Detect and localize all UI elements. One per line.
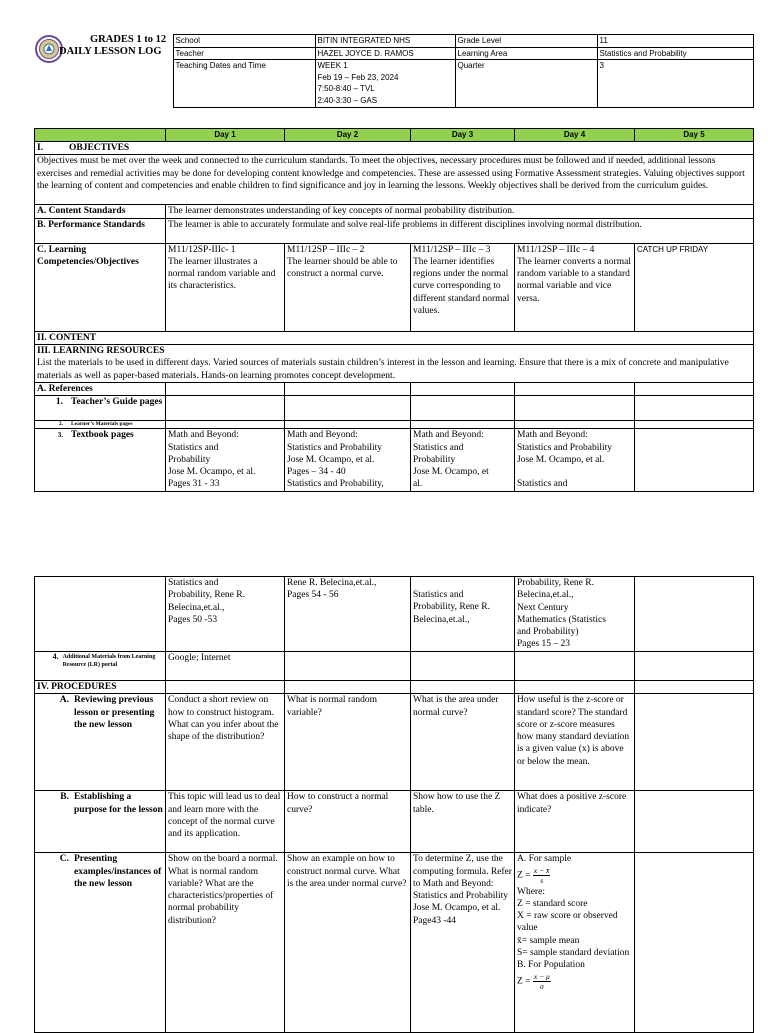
definition-line: x̄= sample mean xyxy=(517,935,580,946)
empty-cell xyxy=(635,681,754,694)
textbook-line: Probability, Rene R. xyxy=(517,578,594,588)
textbook-day5 xyxy=(635,429,754,491)
competency-text: The learner should be able to construct a normal curve. xyxy=(287,256,398,280)
sample-heading: A. For sample xyxy=(517,854,572,865)
presenting-day2: Show an example on how to construct normal curve. What is the area under normal curve? xyxy=(285,853,411,1033)
textbook-line: Probability xyxy=(168,454,211,465)
a-num: A. xyxy=(59,695,69,706)
learners-materials-label xyxy=(35,421,166,429)
empty-cell xyxy=(166,421,285,429)
z-sample-formula xyxy=(517,866,632,886)
empty-cell xyxy=(411,652,515,681)
resources-text: List the materials to be used in different days. Varied sources of materials sustain children’s interest in the lesson and learning. Ensure that there is a mix of concrete and manipulative materials as well as paper-based materials. Hands-on learning promotes concept development. xyxy=(35,357,754,382)
definition-line: S= sample standard deviation xyxy=(517,948,630,959)
dates-label: Teaching Dates and Time xyxy=(173,60,315,108)
textbook-line: Statistics and Probability xyxy=(287,442,382,453)
add-text: Additional Materials from Learning Resource (LR) portal xyxy=(62,654,156,668)
competency-code: M11/12SP – IIIc – 2 xyxy=(287,244,365,255)
days-header-row xyxy=(35,129,754,142)
textbook-line: Mathematics (Statistics xyxy=(517,614,606,625)
z-pop-denominator: σ xyxy=(540,981,544,991)
grade-value: 11 xyxy=(597,35,753,48)
textbook-line: Math and Beyond: xyxy=(413,430,484,441)
presenting-day4 xyxy=(515,853,635,1033)
purpose-label xyxy=(35,791,166,853)
competency-text: The learner identifies regions under the normal curve corresponding to different standard normal values. xyxy=(413,256,510,317)
b-text: Establishing a purpose for the lesson xyxy=(74,792,163,815)
lesson-table-page2 xyxy=(34,576,754,1033)
day-header: Day 4 xyxy=(515,129,635,142)
textbook-line: Statistics and xyxy=(168,442,219,453)
objectives-heading xyxy=(35,142,754,155)
where-label: Where: xyxy=(517,886,545,897)
definition-line: Z = standard score xyxy=(517,898,588,909)
competency-day2 xyxy=(285,243,411,331)
textbook-line: Statistics and xyxy=(517,479,568,490)
purpose-day2: How to construct a normal curve? xyxy=(285,791,411,853)
objectives-heading-text: OBJECTIVES xyxy=(69,143,130,153)
textbook-line: Statistics and xyxy=(413,590,464,600)
empty-cell xyxy=(635,577,754,652)
textbook-line: al. xyxy=(413,479,423,490)
empty-cell xyxy=(411,382,515,395)
day-header: Day 1 xyxy=(166,129,285,142)
empty-cell xyxy=(515,681,635,694)
textbook-line: Probability, Rene R. xyxy=(413,602,490,613)
reviewing-label xyxy=(35,694,166,791)
textbook-day2 xyxy=(285,429,411,491)
title-line2: DAILY LESSON LOG xyxy=(59,45,162,57)
z-sample-denominator: s xyxy=(540,875,544,885)
school-value: BITIN INTEGRATED NHS xyxy=(315,35,455,48)
textbook-line: Pages 54 - 56 xyxy=(287,590,339,601)
textbook-day1 xyxy=(166,429,285,491)
competency-text: The learner illustrates a normal random variable and its characteristics. xyxy=(168,256,276,292)
area-value: Statistics and Probability xyxy=(597,47,753,60)
z-pop-numerator: x − μ xyxy=(533,971,550,981)
empty-cell xyxy=(285,382,411,395)
references-label: A. References xyxy=(35,382,166,395)
z-sample-fraction xyxy=(533,866,550,885)
presenting-day3: To determine Z, use the computing formula. Refer to Math and Beyond: Statistics and Probability Jose M. Ocampo, et al. Page43 -44 xyxy=(411,853,515,1033)
z-lhs: Z = xyxy=(517,976,531,987)
z-lhs: Z = xyxy=(517,870,531,881)
procedures-heading: IV. PROCEDURES xyxy=(35,681,166,694)
textbook-day4 xyxy=(515,429,635,491)
quarter-label: Quarter xyxy=(455,60,597,108)
competency-day3 xyxy=(411,243,515,331)
population-heading: B. For Population xyxy=(517,960,585,971)
school-label: School xyxy=(173,35,315,48)
textbook-line: Probability xyxy=(413,454,456,465)
empty-cell xyxy=(635,396,754,421)
empty-cell xyxy=(166,396,285,421)
textbook-line: Statistics and xyxy=(168,578,219,588)
performance-standards-label: B. Performance Standards xyxy=(35,218,166,243)
empty-cell xyxy=(515,396,635,421)
b-num: B. xyxy=(60,792,69,803)
textbook-line: and Probability) xyxy=(517,627,579,638)
textbook-pages-label xyxy=(35,429,166,491)
textbook-line: Next Century xyxy=(517,602,569,613)
textbook-line: Belecina,et.al., xyxy=(413,614,470,625)
textbook-line: Jose M. Ocampo, et al. xyxy=(517,454,605,465)
reviewing-day2: What is normal random variable? xyxy=(285,694,411,791)
tg-num: 1. xyxy=(55,397,63,408)
competencies-label: C. Learning Competencies/Objectives xyxy=(35,243,166,331)
additional-materials-label xyxy=(35,652,166,681)
textbook-cont-day1 xyxy=(166,577,285,652)
days-header-blank xyxy=(35,129,166,142)
textbook-line: Jose M. Ocampo, et al. xyxy=(287,454,375,465)
purpose-day3: Show how to use the Z table. xyxy=(411,791,515,853)
resources-heading: III. LEARNING RESOURCES xyxy=(35,344,754,357)
textbook-line: Math and Beyond: xyxy=(168,430,239,441)
dates-line: 2:40-3:30 – GAS xyxy=(317,95,378,105)
lesson-table-page1 xyxy=(34,128,754,492)
definition-line: X = raw score or observed value xyxy=(517,911,618,934)
textbook-cont-day4 xyxy=(515,577,635,652)
empty-cell xyxy=(635,421,754,429)
teacher-value: HAZEL JOYCE D. RAMOS xyxy=(315,47,455,60)
textbook-line xyxy=(413,577,512,589)
textbook-cont-day2 xyxy=(285,577,411,652)
a-text: Reviewing previous lesson or presenting the new lesson xyxy=(74,695,155,730)
textbook-cont-day3 xyxy=(411,577,515,652)
tb-text: Textbook pages xyxy=(71,430,134,441)
textbook-line: Jose M. Ocampo, et al. xyxy=(168,467,256,478)
day-header: Day 5 xyxy=(635,129,754,142)
textbook-day3 xyxy=(411,429,515,491)
empty-cell xyxy=(515,421,635,429)
z-pop-fraction xyxy=(533,972,551,991)
textbook-line: Pages – 34 - 40 xyxy=(287,467,346,478)
textbook-line xyxy=(517,466,632,478)
presenting-day1: Show on the board a normal. What is normal random variable? What are the characteristics/properties of normal probability distribution? xyxy=(166,853,285,1033)
area-label: Learning Area xyxy=(455,47,597,60)
competency-day5: CATCH UP FRIDAY xyxy=(635,243,754,331)
tb-num: 3. xyxy=(57,431,63,440)
empty-cell xyxy=(635,382,754,395)
textbook-line: Rene R. Belecina,et.al., xyxy=(287,578,377,588)
textbook-line: Pages 50 -53 xyxy=(168,614,218,625)
textbook-line: Belecina,et.al., xyxy=(517,590,574,601)
empty-cell xyxy=(635,694,754,791)
empty-cell xyxy=(635,652,754,681)
header-title-cell xyxy=(34,35,173,108)
competency-text: The learner converts a normal random variable to a standard normal variable and vice versa. xyxy=(517,256,631,304)
lm-num: 2. xyxy=(58,421,63,428)
dates-line: Feb 19 – Feb 23, 2024 xyxy=(317,72,399,82)
purpose-day1: This topic will lead us to deal and learn more with the concept of the normal curve and its application. xyxy=(166,791,285,853)
reviewing-day1: Conduct a short review on how to construct histogram. What can you infer about the shape of the distribution? xyxy=(166,694,285,791)
empty-cell xyxy=(411,421,515,429)
additional-day1: Google; Internet xyxy=(166,652,285,681)
textbook-line: Math and Beyond: xyxy=(517,430,588,441)
content-heading: II. CONTENT xyxy=(35,331,754,344)
c-text: Presenting examples/instances of the new lesson xyxy=(74,854,162,889)
competency-code: M11/12SP – IIIc – 4 xyxy=(517,244,595,255)
textbook-line: Belecina,et.al., xyxy=(168,602,225,613)
competency-day1 xyxy=(166,243,285,331)
title-line1: GRADES 1 to 12 xyxy=(90,34,167,45)
empty-cell xyxy=(285,652,411,681)
textbook-line: Statistics and Probability xyxy=(517,442,612,453)
reviewing-day4: How useful is the z-score or standard score? The standard score or z-score measures how many standard deviation is a given value (x) is above or below the mean. xyxy=(515,694,635,791)
content-standards-value: The learner demonstrates understanding of key concepts of normal probability distribution. xyxy=(166,205,754,218)
add-num: 4. xyxy=(52,652,59,661)
empty-cell xyxy=(285,681,411,694)
quarter-value: 3 xyxy=(597,60,753,108)
z-sample-numerator: x − x̄ xyxy=(533,865,550,875)
empty-cell xyxy=(411,396,515,421)
day-header: Day 2 xyxy=(285,129,411,142)
content-standards-label: A. Content Standards xyxy=(35,205,166,218)
teacher-label: Teacher xyxy=(173,47,315,60)
empty-cell xyxy=(515,382,635,395)
dates-line: 7:50-8:40 – TVL xyxy=(317,84,375,94)
lm-text: Learner’s Materials pages xyxy=(71,421,133,428)
textbook-line: Pages 31 - 33 xyxy=(168,479,220,490)
reviewing-day3: What is the area under normal curve? xyxy=(411,694,515,791)
tg-text: Teacher’s Guide pages xyxy=(71,397,163,408)
objectives-num: I. xyxy=(37,143,44,153)
empty-cell xyxy=(35,577,166,652)
empty-cell xyxy=(635,791,754,853)
dates-value xyxy=(315,60,455,108)
dates-line: WEEK 1 xyxy=(317,61,348,71)
day-header: Day 3 xyxy=(411,129,515,142)
purpose-day4: What does a positive z-score indicate? xyxy=(515,791,635,853)
empty-cell xyxy=(166,681,285,694)
objectives-text: Objectives must be met over the week and connected to the curriculum standards. To meet the objectives, necessary procedures must be followed and if needed, additional lessons exercises and remedial activities may be done for developing content knowledge and competencies. These are assessed using Formative Assessment strategies. Valuing objectives support the learning of content and competencies and enable children to find significance and joy in learning the lessons. Weekly objectives shall be derived from the curriculum guides. xyxy=(35,155,754,205)
header-table xyxy=(34,34,754,108)
presenting-label xyxy=(35,853,166,1033)
empty-cell xyxy=(515,652,635,681)
empty-cell xyxy=(635,853,754,1033)
competency-day4 xyxy=(515,243,635,331)
textbook-line: Jose M. Ocampo, et xyxy=(413,467,489,478)
textbook-line: Pages 15 – 23 xyxy=(517,639,571,650)
performance-standards-value: The learner is able to accurately formulate and solve real-life problems in different disciplines involving normal distribution. xyxy=(166,218,754,243)
empty-cell xyxy=(166,382,285,395)
empty-cell xyxy=(411,681,515,694)
empty-cell xyxy=(285,396,411,421)
competency-code: M11/12SP-IIIc- 1 xyxy=(168,244,236,255)
textbook-line: Statistics and Probability, xyxy=(287,479,384,490)
z-population-formula xyxy=(517,972,632,992)
teachers-guide-label xyxy=(35,396,166,421)
c-num: C. xyxy=(59,854,69,865)
textbook-line: Math and Beyond: xyxy=(287,430,358,441)
textbook-line: Probability, Rene R. xyxy=(168,590,245,601)
competency-code: M11/12SP – IIIc – 3 xyxy=(413,244,491,255)
empty-cell xyxy=(285,421,411,429)
grade-label: Grade Level xyxy=(455,35,597,48)
textbook-line: Statistics and xyxy=(413,442,464,453)
